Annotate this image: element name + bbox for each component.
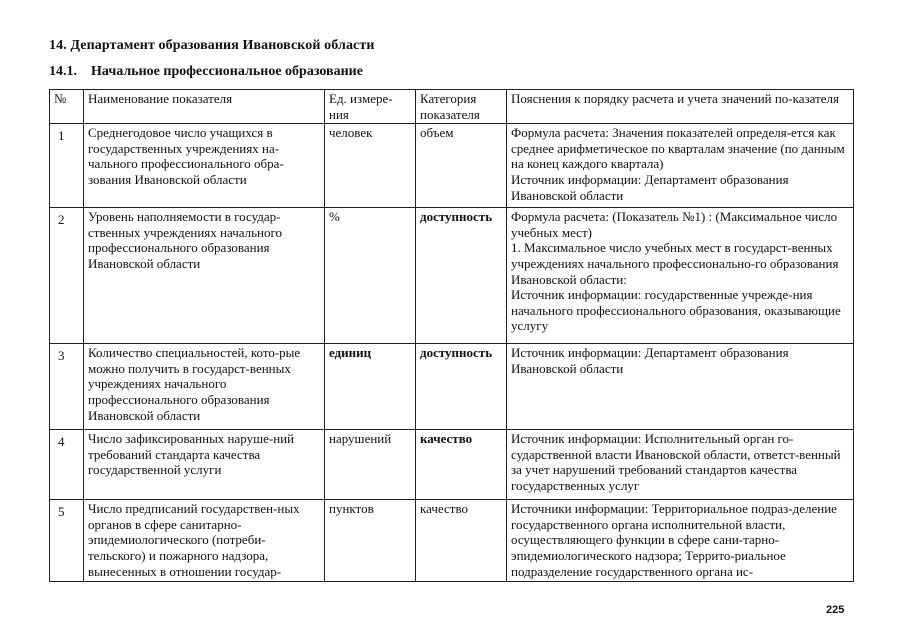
subsection-title: Начальное профессиональное образование bbox=[91, 64, 363, 79]
row-category: объем bbox=[416, 124, 507, 208]
row-number: 4 bbox=[50, 430, 84, 500]
row-number: 3 bbox=[50, 344, 84, 430]
row-number: 2 bbox=[50, 208, 84, 344]
note-paragraph: Источник информации: Исполнительный орган го-сударственной власти Ивановской области, ответст-венный за учет нарушений требований стандартов качества государственных услуг bbox=[511, 431, 841, 493]
subsection-heading bbox=[49, 64, 363, 80]
row-notes bbox=[507, 124, 854, 208]
table-row bbox=[50, 500, 854, 582]
row-indicator-name: Среднегодовое число учащихся в государственных учреждениях на-чального профессионального обра-зования Ивановской области bbox=[84, 124, 325, 208]
header-unit: Ед. измере-ния bbox=[325, 90, 416, 124]
table-header-row bbox=[50, 90, 854, 124]
row-unit: нарушений bbox=[325, 430, 416, 500]
table-row bbox=[50, 344, 854, 430]
row-category: качество bbox=[416, 430, 507, 500]
row-indicator-name: Количество специальностей, кото-рые можно получить в государст-венных учреждениях начального профессионального образования Ивановской области bbox=[84, 344, 325, 430]
row-unit: пунктов bbox=[325, 500, 416, 582]
header-indicator-name: Наименование показателя bbox=[84, 90, 325, 124]
row-indicator-name: Уровень наполняемости в государ-ственных учреждениях начального профессионального образования Ивановской области bbox=[84, 208, 325, 344]
row-notes: Источники информации: Территориальное подраз-деление государственного органа исполнительной власти, осуществляющего функции в сфере сани-тарно-эпидемиологического надзора; Террито-риальное подразделение государственного органа ис- bbox=[507, 500, 854, 582]
row-unit: человек bbox=[325, 124, 416, 208]
table-row bbox=[50, 208, 854, 344]
page-number: 225 bbox=[826, 604, 845, 616]
note-paragraph: 1. Максимальное число учебных мест в государст-венных учреждениях начального профессионально-го образования Ивановской области: bbox=[511, 240, 839, 287]
header-notes: Пояснения к порядку расчета и учета значений по-казателя bbox=[507, 90, 854, 124]
row-category: доступность bbox=[416, 208, 507, 344]
row-indicator-name: Число зафиксированных наруше-ний требований стандарта качества государственной услуги bbox=[84, 430, 325, 500]
section-title: 14. Департамент образования Ивановской области bbox=[49, 38, 375, 53]
header-number: № bbox=[50, 90, 84, 124]
row-notes bbox=[507, 208, 854, 344]
row-unit: единиц bbox=[325, 344, 416, 430]
note-paragraph: Источник информации: Департамент образования Ивановской области bbox=[511, 345, 789, 376]
header-category: Категория показателя bbox=[416, 90, 507, 124]
row-notes bbox=[507, 344, 854, 430]
note-paragraph: Формула расчета: (Показатель №1) : (Максимальное число учебных мест) bbox=[511, 209, 838, 240]
row-number: 1 bbox=[50, 124, 84, 208]
row-category: качество bbox=[416, 500, 507, 582]
row-indicator-name: Число предписаний государствен-ных органов в сфере санитарно-эпидемиологического (потреби-тельского) и пожарного надзора, вынесенных в отношении государ- bbox=[84, 500, 325, 582]
indicators-table bbox=[49, 89, 854, 582]
subsection-number: 14.1. bbox=[49, 64, 77, 79]
table-row bbox=[50, 124, 854, 208]
row-notes bbox=[507, 430, 854, 500]
note-paragraph: Формула расчета: Значения показателей определя-ется как среднее арифметическое по кварталам значение (по данным на конец каждого квартала) bbox=[511, 125, 845, 172]
row-category: доступность bbox=[416, 344, 507, 430]
note-paragraph: Источник информации: Департамент образования Ивановской области bbox=[511, 171, 789, 203]
note-paragraph: Источник информации: государственные учрежде-ния начального профессионального образования, оказывающие услугу bbox=[511, 287, 841, 334]
row-unit: % bbox=[325, 208, 416, 344]
table-row bbox=[50, 430, 854, 500]
row-number: 5 bbox=[50, 500, 84, 582]
